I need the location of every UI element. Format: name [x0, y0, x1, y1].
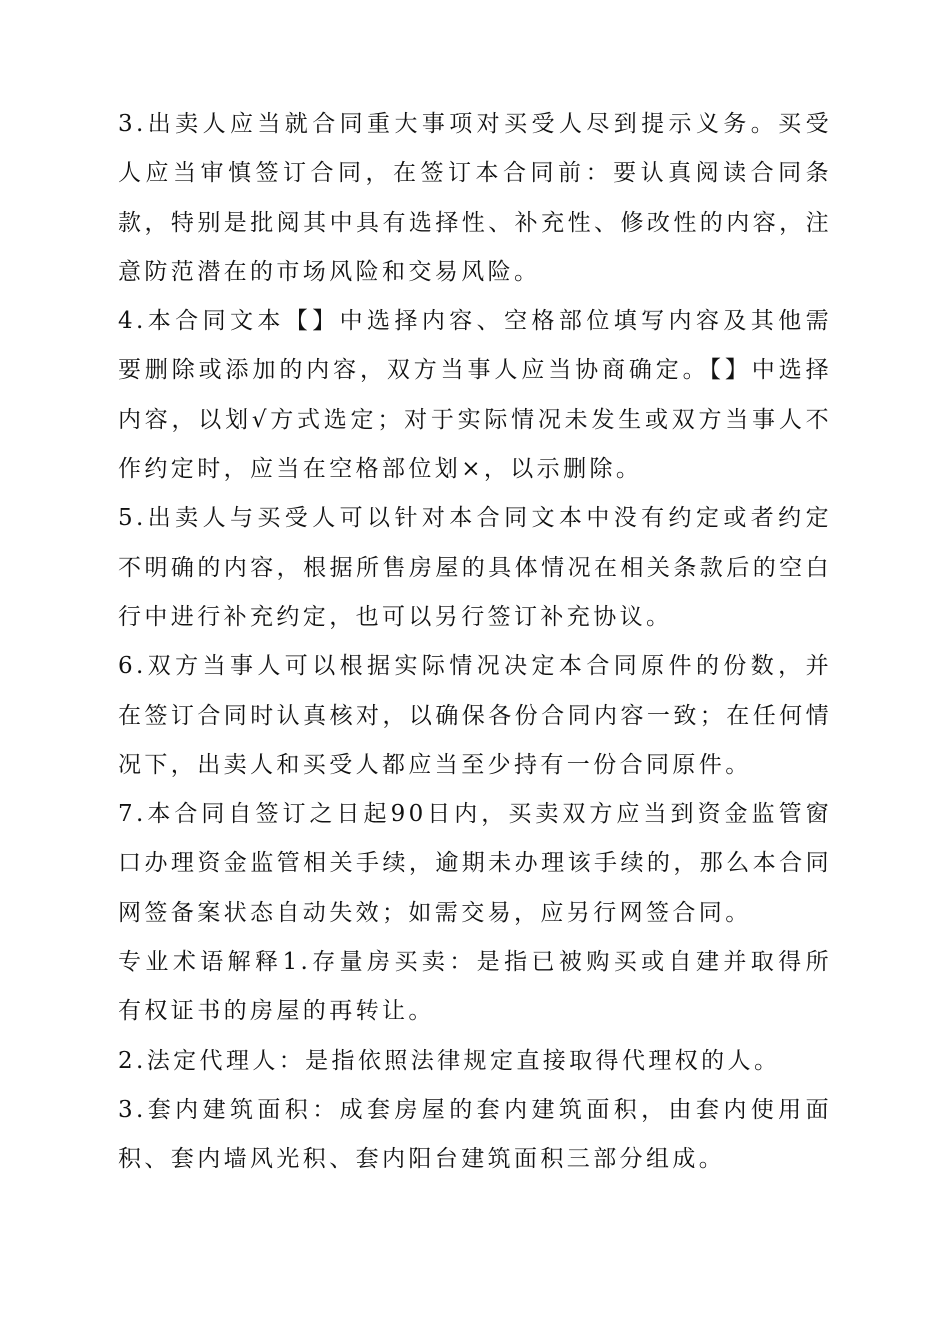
- paragraph-glossary-legal-agent: 2.法定代理人：是指依照法律规定直接取得代理权的人。: [118, 1047, 781, 1074]
- paragraph-item-3-prompt-obligation: 3.出卖人应当就合同重大事项对买受人尽到提示义务。买受人应当审慎签订合同，在签订本合同前：要认真阅读合同条款，特别是批阅其中具有选择性、补充性、修改性的内容，注意防范潜在的市场风险和交易风险。: [118, 111, 832, 285]
- paragraph-item-4-selection-rules: 4.本合同文本【】中选择内容、空格部位填写内容及其他需要删除或添加的内容，双方当事人应当协商确定。【】中选择内容，以划√方式选定；对于实际情况未发生或双方当事人不作约定时，应当在空格部位划×，以示删除。: [118, 308, 832, 483]
- paragraph-glossary-interior-area: 3.套内建筑面积：成套房屋的套内建筑面积，由套内使用面积、套内墙风光积、套内阳台建筑面积三部分组成。: [118, 1096, 832, 1173]
- paragraph-glossary-resale: 专业术语解释1.存量房买卖：是指已被购买或自建并取得所有权证书的房屋的再转让。: [118, 949, 832, 1025]
- document-body: [118, 100, 832, 1185]
- paragraph-item-5-supplementary: 5.出卖人与买受人可以针对本合同文本中没有约定或者约定不明确的内容，根据所售房屋的具体情况在相关条款后的空白行中进行补充约定，也可以另行签订补充协议。: [118, 505, 832, 630]
- paragraph-item-6-copies: 6.双方当事人可以根据实际情况决定本合同原件的份数，并在签订合同时认真核对，以确保各份合同内容一致；在任何情况下，出卖人和买受人都应当至少持有一份合同原件。: [118, 653, 832, 778]
- paragraph-item-7-fund-supervision: 7.本合同自签订之日起90日内，买卖双方应当到资金监管窗口办理资金监管相关手续，逾期未办理该手续的，那么本合同网签备案状态自动失效；如需交易，应另行网签合同。: [118, 801, 832, 926]
